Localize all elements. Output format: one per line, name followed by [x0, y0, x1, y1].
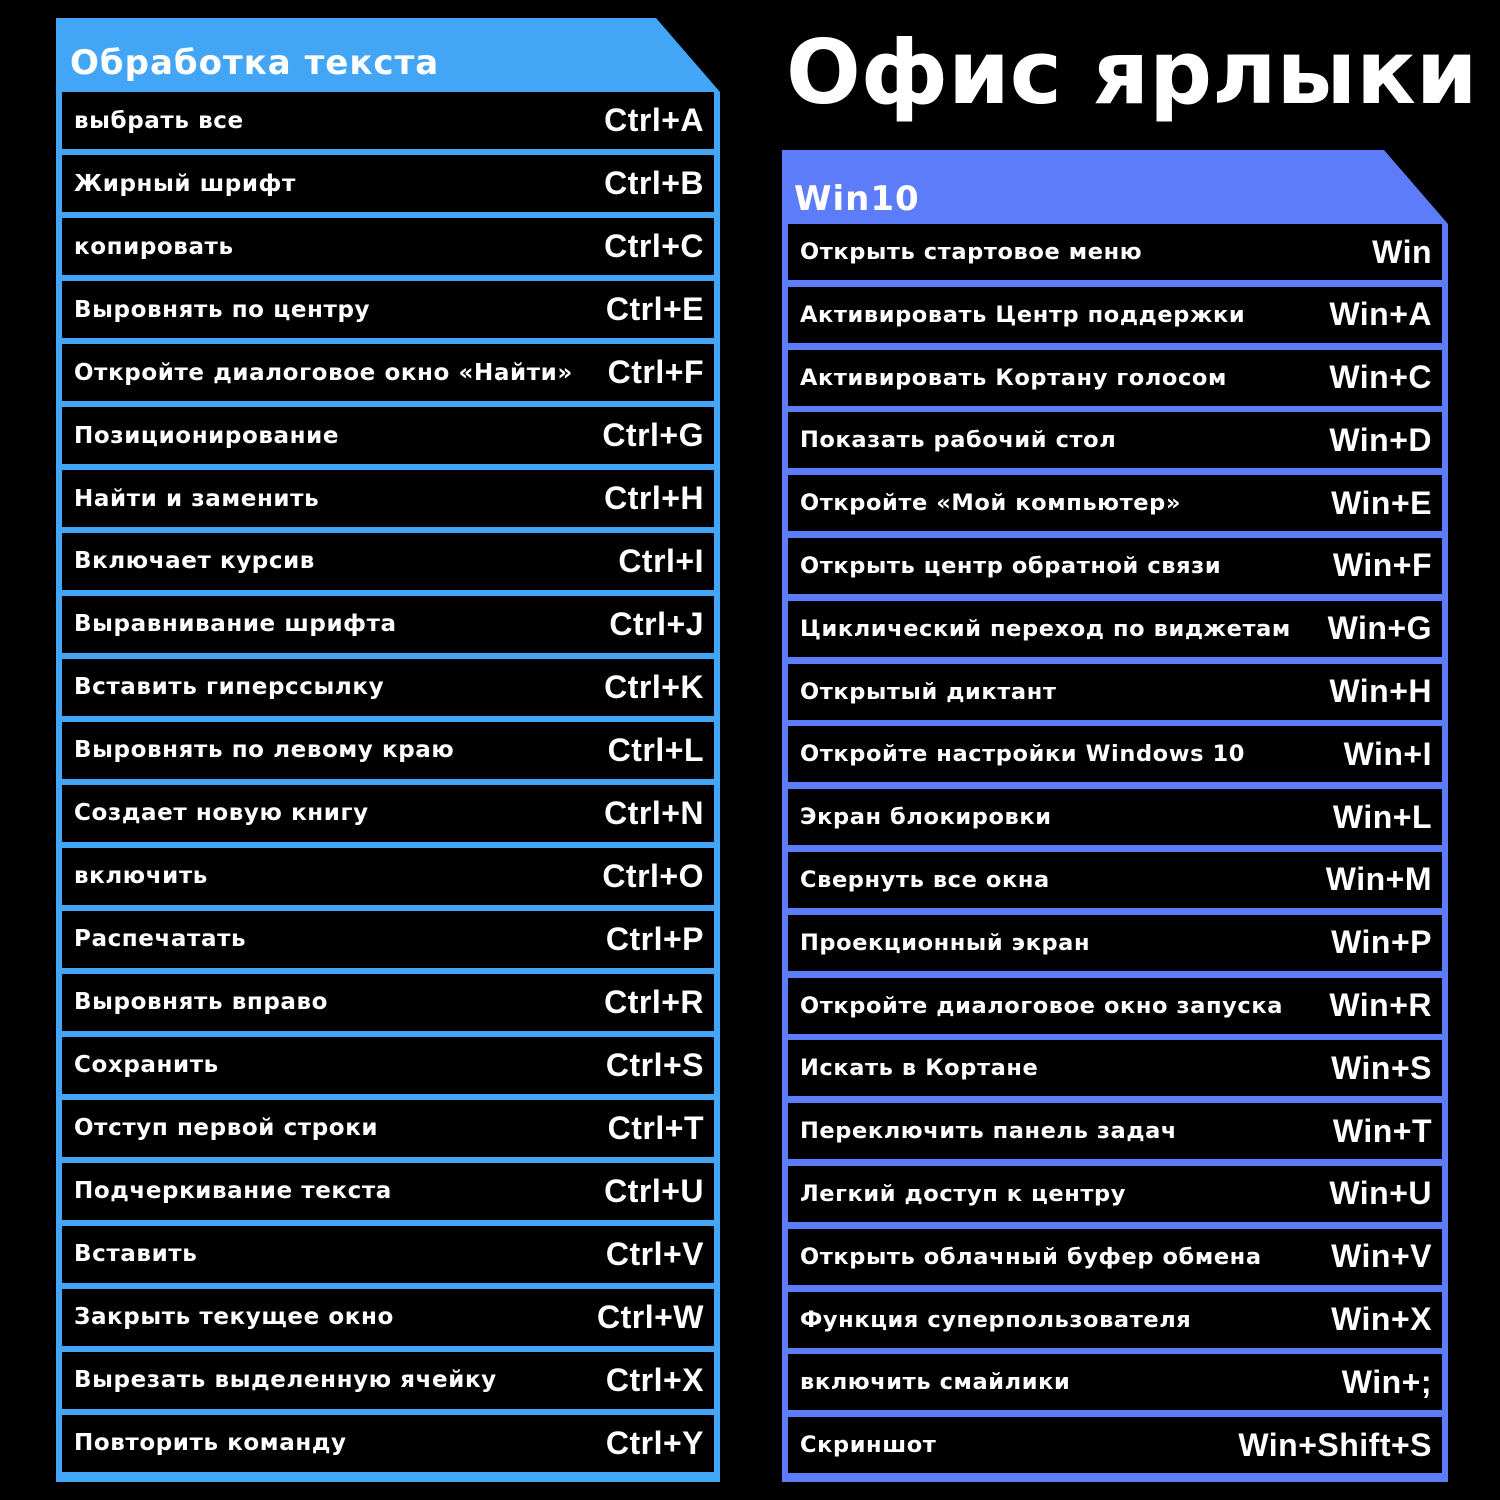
- shortcut-description: Открытый диктант: [800, 678, 1057, 705]
- shortcut-row: [788, 1229, 1442, 1285]
- shortcut-keys: Win+G: [1327, 610, 1432, 647]
- shortcut-description: Распечатать: [74, 926, 247, 953]
- shortcut-description: Открыть облачный буфер обмена: [800, 1243, 1262, 1270]
- shortcut-row: [788, 1354, 1442, 1410]
- shortcut-keys: Win+A: [1329, 296, 1432, 333]
- text-processing-panel-title: Обработка текста: [70, 43, 440, 83]
- shortcut-keys: Win+C: [1329, 359, 1432, 396]
- shortcut-keys: Ctrl+P: [605, 920, 704, 957]
- shortcut-description: Переключить панель задач: [800, 1118, 1177, 1145]
- shortcut-keys: Ctrl+V: [605, 1235, 704, 1272]
- shortcut-row: [788, 224, 1442, 280]
- shortcut-keys: Win: [1372, 233, 1432, 270]
- shortcut-keys: Ctrl+K: [604, 668, 704, 705]
- shortcut-keys: Ctrl+J: [609, 605, 704, 642]
- shortcut-keys: Win+X: [1331, 1301, 1432, 1338]
- shortcut-keys: Ctrl+O: [602, 857, 704, 894]
- shortcut-row: [788, 978, 1442, 1034]
- shortcut-row: [62, 659, 714, 716]
- shortcut-description: Искать в Кортане: [800, 1055, 1039, 1082]
- shortcut-row: [62, 155, 714, 212]
- shortcut-row: [62, 1415, 714, 1472]
- shortcut-description: Скриншот: [800, 1432, 937, 1459]
- shortcut-row: [62, 974, 714, 1031]
- shortcut-keys: Win+M: [1325, 861, 1432, 898]
- shortcut-description: Проекционный экран: [800, 929, 1091, 956]
- shortcut-description: Создает новую книгу: [74, 800, 369, 827]
- shortcut-description: Активировать Центр поддержки: [800, 301, 1246, 328]
- shortcut-keys: Ctrl+B: [604, 165, 704, 202]
- shortcut-description: Откройте диалоговое окно «Найти»: [74, 359, 573, 386]
- win10-shortcut-list: [782, 224, 1448, 1482]
- shortcut-keys: Win+S: [1331, 1049, 1432, 1086]
- shortcut-description: Выровнять по центру: [74, 296, 371, 323]
- shortcut-description: копировать: [74, 233, 234, 260]
- shortcut-keys: Ctrl+C: [604, 228, 704, 265]
- shortcut-row: [788, 1103, 1442, 1159]
- shortcut-row: [62, 1163, 714, 1220]
- shortcut-row: [788, 287, 1442, 343]
- shortcut-description: Циклический переход по виджетам: [800, 615, 1291, 642]
- shortcut-row: [788, 1417, 1442, 1473]
- shortcut-description: Легкий доступ к центру: [800, 1180, 1126, 1207]
- shortcut-keys: Ctrl+R: [604, 983, 704, 1020]
- win10-panel-title: Win10: [794, 179, 920, 219]
- text-processing-shortcut-list: [56, 92, 720, 1482]
- shortcut-keys: Win+L: [1332, 798, 1432, 835]
- shortcut-row: [62, 785, 714, 842]
- shortcut-row: [62, 344, 714, 401]
- page-title: Офис ярлыки: [786, 21, 1478, 124]
- shortcut-description: Вставить: [74, 1241, 198, 1268]
- shortcut-description: Вырезать выделенную ячейку: [74, 1367, 497, 1394]
- shortcut-keys: Win+P: [1331, 924, 1432, 961]
- shortcut-description: Функция суперпользователя: [800, 1306, 1192, 1333]
- shortcut-keys: Ctrl+L: [607, 731, 704, 768]
- shortcut-description: Вставить гиперссылку: [74, 674, 385, 701]
- shortcut-keys: Win+E: [1331, 484, 1432, 521]
- shortcut-description: Свернуть все окна: [800, 866, 1050, 893]
- win10-panel: [782, 150, 1448, 1482]
- shortcut-row: [62, 407, 714, 464]
- shortcut-keys: Win+F: [1332, 547, 1432, 584]
- text-processing-panel: [56, 18, 720, 1482]
- shortcut-keys: Ctrl+I: [618, 542, 704, 579]
- shortcut-description: Найти и заменить: [74, 485, 320, 512]
- shortcut-description: Откройте диалоговое окно запуска: [800, 992, 1283, 1019]
- shortcut-row: [62, 470, 714, 527]
- shortcut-keys: Ctrl+X: [605, 1361, 704, 1398]
- shortcut-keys: Ctrl+T: [607, 1109, 704, 1146]
- shortcut-keys: Ctrl+W: [597, 1298, 704, 1335]
- shortcut-keys: Win+I: [1343, 735, 1432, 772]
- shortcut-description: Подчеркивание текста: [74, 1178, 392, 1205]
- shortcut-description: Жирный шрифт: [74, 170, 296, 197]
- shortcut-row: [62, 911, 714, 968]
- shortcut-row: [62, 722, 714, 779]
- shortcut-row: [788, 664, 1442, 720]
- shortcut-description: Выровнять вправо: [74, 989, 329, 1016]
- shortcut-row: [788, 789, 1442, 845]
- shortcut-row: [788, 1040, 1442, 1096]
- shortcut-row: [788, 350, 1442, 406]
- shortcut-description: Выравнивание шрифта: [74, 611, 397, 638]
- shortcut-description: выбрать все: [74, 107, 244, 134]
- shortcut-description: Позиционирование: [74, 422, 340, 449]
- shortcut-row: [788, 538, 1442, 594]
- shortcut-keys: Win+D: [1329, 421, 1432, 458]
- shortcut-keys: Win+;: [1341, 1363, 1432, 1400]
- shortcut-row: [788, 1292, 1442, 1348]
- shortcut-row: [62, 596, 714, 653]
- shortcut-description: Откройте настройки Windows 10: [800, 741, 1246, 768]
- shortcut-row: [62, 92, 714, 149]
- shortcut-row: [788, 475, 1442, 531]
- shortcut-keys: Ctrl+S: [605, 1046, 704, 1083]
- shortcut-row: [62, 1037, 714, 1094]
- shortcut-keys: Win+U: [1329, 1175, 1432, 1212]
- shortcut-keys: Ctrl+Y: [605, 1424, 704, 1461]
- shortcut-description: Включает курсив: [74, 548, 315, 575]
- shortcut-description: Закрыть текущее окно: [74, 1304, 394, 1331]
- shortcut-keys: Ctrl+H: [604, 480, 704, 516]
- shortcut-keys: Win+V: [1331, 1238, 1432, 1275]
- shortcut-row: [788, 1166, 1442, 1222]
- shortcut-row: [788, 601, 1442, 657]
- shortcut-description: Откройте «Мой компьютер»: [800, 490, 1181, 517]
- shortcut-row: [62, 1226, 714, 1283]
- shortcut-row: [62, 848, 714, 905]
- shortcut-description: Сохранить: [74, 1052, 219, 1079]
- shortcut-description: Активировать Кортану голосом: [800, 364, 1227, 391]
- shortcut-keys: Ctrl+G: [602, 417, 704, 454]
- shortcut-row: [62, 1289, 714, 1346]
- shortcut-description: включить смайлики: [800, 1369, 1071, 1396]
- shortcut-description: Открыть центр обратной связи: [800, 552, 1222, 579]
- shortcut-description: Открыть стартовое меню: [800, 239, 1143, 265]
- shortcut-row: [62, 281, 714, 338]
- shortcut-keys: Ctrl+A: [604, 102, 704, 139]
- shortcut-keys: Win+Shift+S: [1238, 1426, 1432, 1463]
- shortcut-row: [788, 412, 1442, 468]
- shortcut-row: [62, 218, 714, 275]
- shortcut-description: Отступ первой строки: [74, 1115, 379, 1142]
- shortcut-row: [788, 852, 1442, 908]
- shortcut-keys: Ctrl+F: [607, 354, 704, 391]
- shortcut-row: [62, 1352, 714, 1409]
- shortcut-description: включить: [74, 863, 208, 890]
- shortcut-description: Показать рабочий стол: [800, 427, 1117, 454]
- shortcut-keys: Win+R: [1329, 987, 1432, 1024]
- shortcut-keys: Ctrl+N: [604, 794, 704, 831]
- shortcut-row: [62, 533, 714, 590]
- shortcut-description: Экран блокировки: [800, 804, 1052, 831]
- shortcut-row: [62, 1100, 714, 1157]
- shortcut-keys: Ctrl+U: [604, 1172, 704, 1209]
- shortcut-keys: Win+H: [1329, 673, 1432, 710]
- shortcut-keys: Win+T: [1332, 1112, 1432, 1149]
- shortcut-description: Повторить команду: [74, 1430, 347, 1457]
- shortcut-row: [788, 726, 1442, 782]
- shortcut-description: Выровнять по левому краю: [74, 737, 455, 764]
- shortcut-row: [788, 915, 1442, 971]
- shortcut-keys: Ctrl+E: [605, 291, 704, 328]
